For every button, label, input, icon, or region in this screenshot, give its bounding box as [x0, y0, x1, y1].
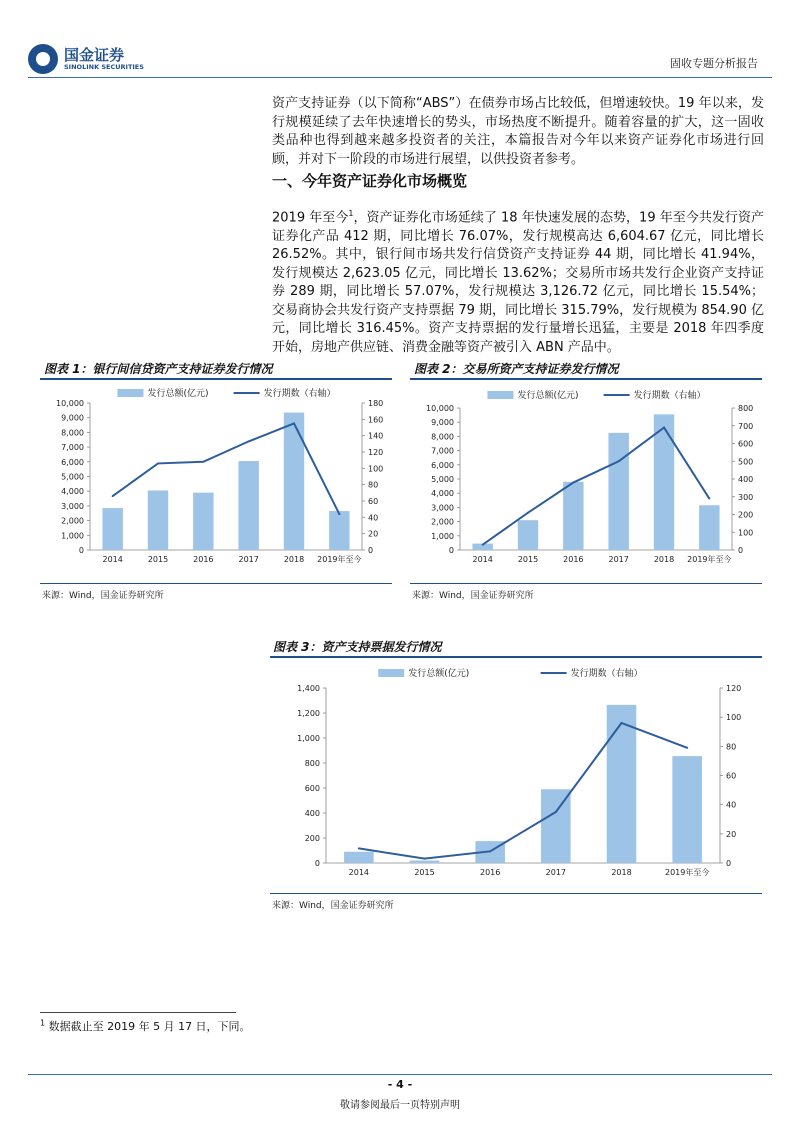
overview-body: ，资产证券化市场延续了 18 年快速发展的态势，19 年至今共发行资产证券化产品 412 期，同比增长 76.07%，发行规模高达 6,604.67 亿元，同比增长 26.52%。其中，银行间市场共发行信贷资产支持证券 44 期，同比增长 41.94%，发行规模达 2,623.05 亿元，同比增长 13.62%；交易所市场共发行企业资产支持证券 289 期，同比增长 57.07%，发行规模达 3,126.72 亿元，同比增长 15.54%；交易商协会共发行资产支持票据 79 期，同比增长 315.79%，发行规模为 854.90 亿元，同比增长 316.45%。资产支持票据的发行量增长迅猛，主要是 2018 年四季度开始，房地产供应链、消费金融等资产被引入 ABN 产品中。 [272, 210, 765, 355]
x-tick-label: 2016 [563, 555, 584, 564]
figure-3-rule [270, 656, 762, 658]
figure-1-rule [40, 378, 392, 380]
y-tick-label-right: 20 [726, 829, 737, 839]
line-point [489, 850, 491, 852]
y-tick-label-right: 40 [368, 513, 379, 523]
y-tick-label-right: 100 [368, 464, 384, 474]
legend-bar-swatch [117, 389, 143, 397]
bar [654, 414, 674, 550]
header-divider [28, 77, 772, 78]
y-tick-label-right: 500 [738, 457, 754, 467]
y-tick-label-right: 600 [738, 439, 754, 449]
footnote-marker: 1 [40, 1018, 46, 1028]
figure-2-title: 图表 2：交易所资产支持证券发行情况 [414, 362, 619, 376]
bar [608, 433, 628, 550]
y-tick-label-left: 8,000 [61, 428, 84, 438]
line-point [482, 544, 484, 546]
y-tick-label-right: 120 [726, 684, 742, 693]
legend-line-label: 发行期数（右轴） [633, 391, 706, 401]
page-header [0, 0, 800, 80]
y-tick-label-right: 400 [738, 475, 754, 484]
footnote [40, 1018, 251, 1034]
bar [563, 482, 583, 550]
bar [102, 508, 122, 550]
y-tick-label-left: 10,000 [426, 404, 454, 413]
y-tick-label-left: 1,200 [297, 709, 320, 718]
line-point [527, 512, 529, 514]
bar [238, 461, 258, 550]
line-point [202, 461, 204, 463]
y-tick-label-left: 400 [304, 809, 320, 818]
logo-name-en: SINOLINK SECURITIES [64, 63, 144, 71]
x-tick-label: 2016 [193, 555, 214, 564]
issuance-count-line [483, 428, 710, 545]
y-tick-label-left: 200 [304, 834, 320, 843]
bar [329, 511, 349, 550]
intro-paragraph: 资产支持证券（以下简称“ABS”）在债券市场占比较低，但增速较快。19 年以来，发行规模延续了去年快速增长的势头，市场热度不断提升。随着容量的扩大，这一固收类品种也得到越来越多投资者的关注，本篇报告对今年以来资产证券化市场进行回顾，并对下一阶段的市场进行展望，以供投资者参考。 [272, 96, 764, 167]
x-tick-label: 2018 [611, 868, 632, 877]
line-point [708, 498, 710, 500]
x-tick-label: 2017 [238, 555, 259, 564]
legend-bar-swatch [487, 391, 513, 399]
y-tick-label-left: 5,000 [431, 475, 454, 484]
footnote-ref: 1 [348, 209, 354, 218]
y-tick-label-left: 2,000 [431, 517, 454, 527]
footnote-divider [40, 1012, 236, 1013]
bar [541, 789, 571, 863]
figure-3-source: 来源：Wind，国金证券研究所 [272, 901, 394, 911]
line-point [248, 440, 250, 442]
legend-line-label: 发行期数（右轴） [263, 389, 336, 399]
x-tick-label: 2017 [545, 868, 567, 877]
y-tick-label-right: 120 [368, 448, 384, 457]
footnote-text: 数据截止至 2019 年 5 月 17 日，下同。 [48, 1020, 251, 1033]
y-tick-label-right: 140 [368, 431, 384, 441]
y-tick-label-left: 4,000 [431, 489, 454, 499]
y-tick-label-right: 180 [368, 399, 384, 408]
y-tick-label-right: 80 [368, 480, 379, 490]
y-tick-label-left: 5,000 [61, 472, 84, 482]
y-tick-label-right: 0 [368, 546, 374, 555]
figure-1-source: 来源：Wind，国金证券研究所 [42, 591, 164, 601]
y-tick-label-right: 100 [726, 713, 742, 723]
line-point [555, 811, 557, 813]
line-point [572, 482, 574, 484]
y-tick-label-left: 4,000 [61, 487, 84, 497]
x-tick-label: 2019年至今 [317, 555, 362, 564]
line-point [293, 422, 295, 424]
disclaimer: 敬请参阅最后一页特别声明 [340, 1100, 460, 1111]
y-tick-label-left: 0 [78, 546, 84, 555]
figure-1-bottom-rule [40, 583, 392, 584]
y-tick-label-left: 7,000 [61, 443, 84, 453]
y-tick-label-right: 40 [726, 800, 737, 810]
line-point [621, 722, 623, 724]
line-point [424, 858, 426, 860]
company-logo [28, 44, 144, 74]
figure-2-source: 来源：Wind，国金证券研究所 [412, 591, 534, 601]
footer-divider [28, 1074, 772, 1075]
line-point [112, 495, 114, 497]
y-tick-label-left: 800 [304, 759, 320, 768]
report-type: 固收专题分析报告 [670, 57, 758, 70]
x-tick-label: 2019年至今 [664, 868, 710, 877]
bar [410, 861, 440, 864]
legend-bar-label: 发行总额(亿元) [147, 389, 209, 399]
y-tick-label-right: 60 [726, 771, 737, 781]
legend-bar-label: 发行总额(亿元) [408, 669, 470, 679]
x-tick-label: 2015 [517, 555, 539, 564]
y-tick-label-left: 8,000 [431, 432, 454, 442]
figure-3-title: 图表 3：资产支持票据发行情况 [273, 640, 442, 654]
line-point [686, 747, 688, 749]
bar [193, 493, 213, 550]
y-tick-label-left: 1,000 [297, 734, 320, 743]
logo-icon [28, 44, 58, 74]
y-tick-label-left: 10,000 [56, 399, 84, 408]
x-tick-label: 2017 [608, 555, 629, 564]
y-tick-label-left: 3,000 [61, 501, 84, 511]
y-tick-label-left: 1,400 [297, 684, 320, 693]
overview-lead: 2019 年至今 [272, 210, 349, 226]
y-tick-label-left: 600 [304, 784, 320, 793]
legend-bar-swatch [378, 669, 404, 677]
y-tick-label-left: 3,000 [431, 503, 454, 513]
section-title: 一、今年资产证券化市场概览 [272, 172, 468, 190]
bar [284, 413, 304, 550]
y-tick-label-right: 300 [738, 492, 754, 502]
x-tick-label: 2015 [147, 555, 169, 564]
bar [518, 520, 538, 550]
issuance-count-line [359, 723, 687, 859]
issuance-count-line [113, 423, 340, 514]
figure-1-chart [40, 381, 392, 583]
y-tick-label-left: 1,000 [61, 531, 84, 541]
x-tick-label: 2014 [348, 868, 370, 877]
bar [344, 852, 374, 863]
figure-3-bottom-rule [270, 893, 762, 894]
x-tick-label: 2014 [472, 555, 493, 564]
logo-name-cn: 国金证券 [64, 46, 125, 64]
x-tick-label: 2014 [102, 555, 123, 564]
figure-1-title: 图表 1：银行间信贷资产支持证券发行情况 [44, 362, 273, 376]
x-tick-label: 2015 [414, 868, 435, 877]
y-tick-label-left: 1,000 [431, 531, 454, 541]
bar [607, 705, 637, 863]
bar [672, 756, 702, 863]
legend-bar-label: 发行总额(亿元) [517, 391, 579, 401]
x-tick-label: 2018 [283, 555, 305, 564]
figure-2-bottom-rule [410, 583, 762, 584]
line-point [618, 460, 620, 462]
legend-line-label: 发行期数（右轴） [570, 669, 643, 679]
y-tick-label-right: 700 [738, 421, 754, 431]
y-tick-label-left: 7,000 [431, 446, 454, 456]
x-tick-label: 2019年至今 [687, 555, 732, 564]
line-point [663, 427, 665, 429]
y-tick-label-left: 6,000 [61, 457, 84, 467]
y-tick-label-right: 200 [738, 510, 754, 520]
x-tick-label: 2018 [653, 555, 675, 564]
figure-3-chart [270, 659, 762, 891]
y-tick-label-right: 0 [738, 546, 744, 555]
y-tick-label-left: 6,000 [431, 460, 454, 470]
figure-2-rule [410, 378, 762, 380]
y-tick-label-left: 0 [448, 546, 454, 555]
figure-2-chart [410, 381, 762, 583]
y-tick-label-left: 9,000 [431, 418, 454, 428]
y-tick-label-right: 60 [368, 497, 379, 506]
y-tick-label-right: 100 [738, 528, 754, 538]
y-tick-label-left: 9,000 [61, 413, 84, 423]
bar [148, 490, 168, 550]
overview-paragraph [272, 205, 764, 357]
y-tick-label-left: 0 [314, 859, 320, 868]
line-point [358, 847, 360, 849]
page-number: - 4 - [387, 1078, 413, 1091]
y-tick-label-right: 0 [726, 859, 732, 868]
line-point [338, 513, 340, 515]
y-tick-label-right: 80 [726, 742, 737, 752]
x-tick-label: 2016 [479, 868, 501, 877]
bar [699, 505, 719, 550]
y-tick-label-right: 160 [368, 415, 384, 425]
line-point [157, 462, 159, 464]
y-tick-label-right: 800 [738, 404, 754, 413]
y-tick-label-left: 2,000 [61, 516, 84, 526]
y-tick-label-right: 20 [368, 529, 379, 539]
